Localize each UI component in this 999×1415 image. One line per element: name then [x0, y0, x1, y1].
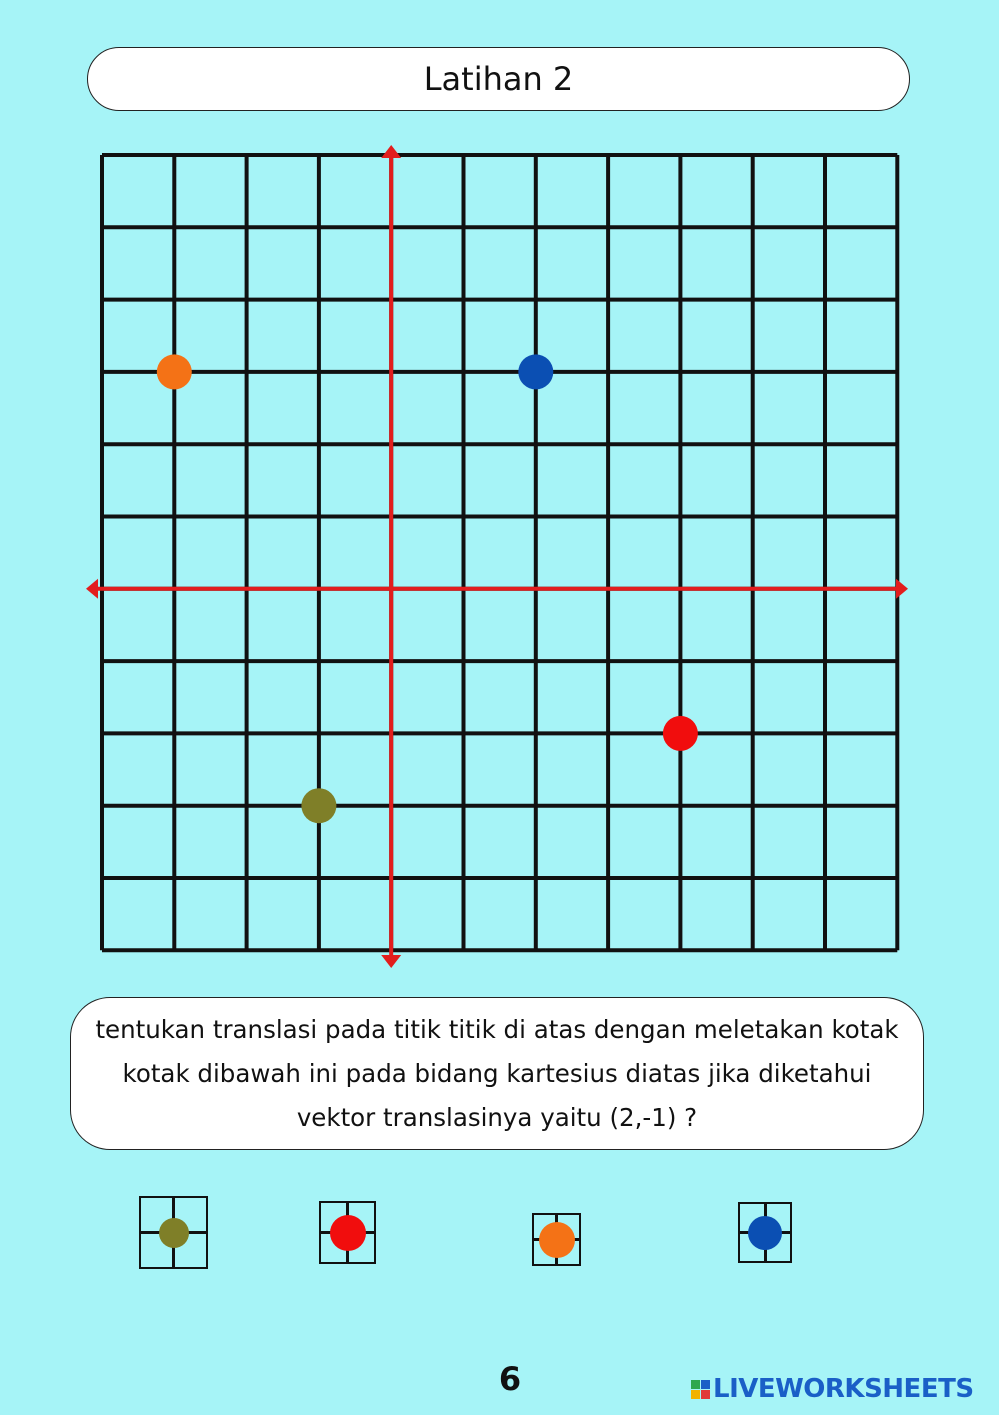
x-axis-arrow-right-icon [896, 579, 908, 599]
y-axis-arrow-down-icon [381, 955, 401, 968]
brand-squares-icon [691, 1380, 710, 1399]
blue-tile[interactable] [738, 1202, 792, 1263]
orange-tile[interactable] [532, 1213, 581, 1266]
instruction-text: tentukan translasi pada titik titik di atas dengan meletakan kotak kotak dibawah ini pada bidang kartesius diatas jika diketahui vektor translasinya yaitu (2,-1) ? [95, 1014, 899, 1132]
x-axis-arrow-left-icon [86, 579, 98, 599]
blue-point [518, 354, 553, 389]
orange-dot [539, 1222, 575, 1258]
instruction-box [70, 997, 924, 1150]
red-dot [330, 1215, 366, 1251]
blue-dot [748, 1216, 782, 1250]
olive-point [301, 788, 336, 823]
red-tile[interactable] [319, 1201, 376, 1264]
red-point [663, 716, 698, 751]
page-number: 6 [498, 1360, 522, 1398]
brand-text: LIVEWORKSHEETS [713, 1374, 974, 1404]
liveworksheets-logo [691, 1374, 974, 1404]
page-title: Latihan 2 [423, 60, 574, 98]
y-axis-arrow-up-icon [381, 145, 401, 158]
olive-dot [159, 1218, 189, 1248]
olive-tile[interactable] [139, 1196, 208, 1269]
orange-point [157, 354, 192, 389]
